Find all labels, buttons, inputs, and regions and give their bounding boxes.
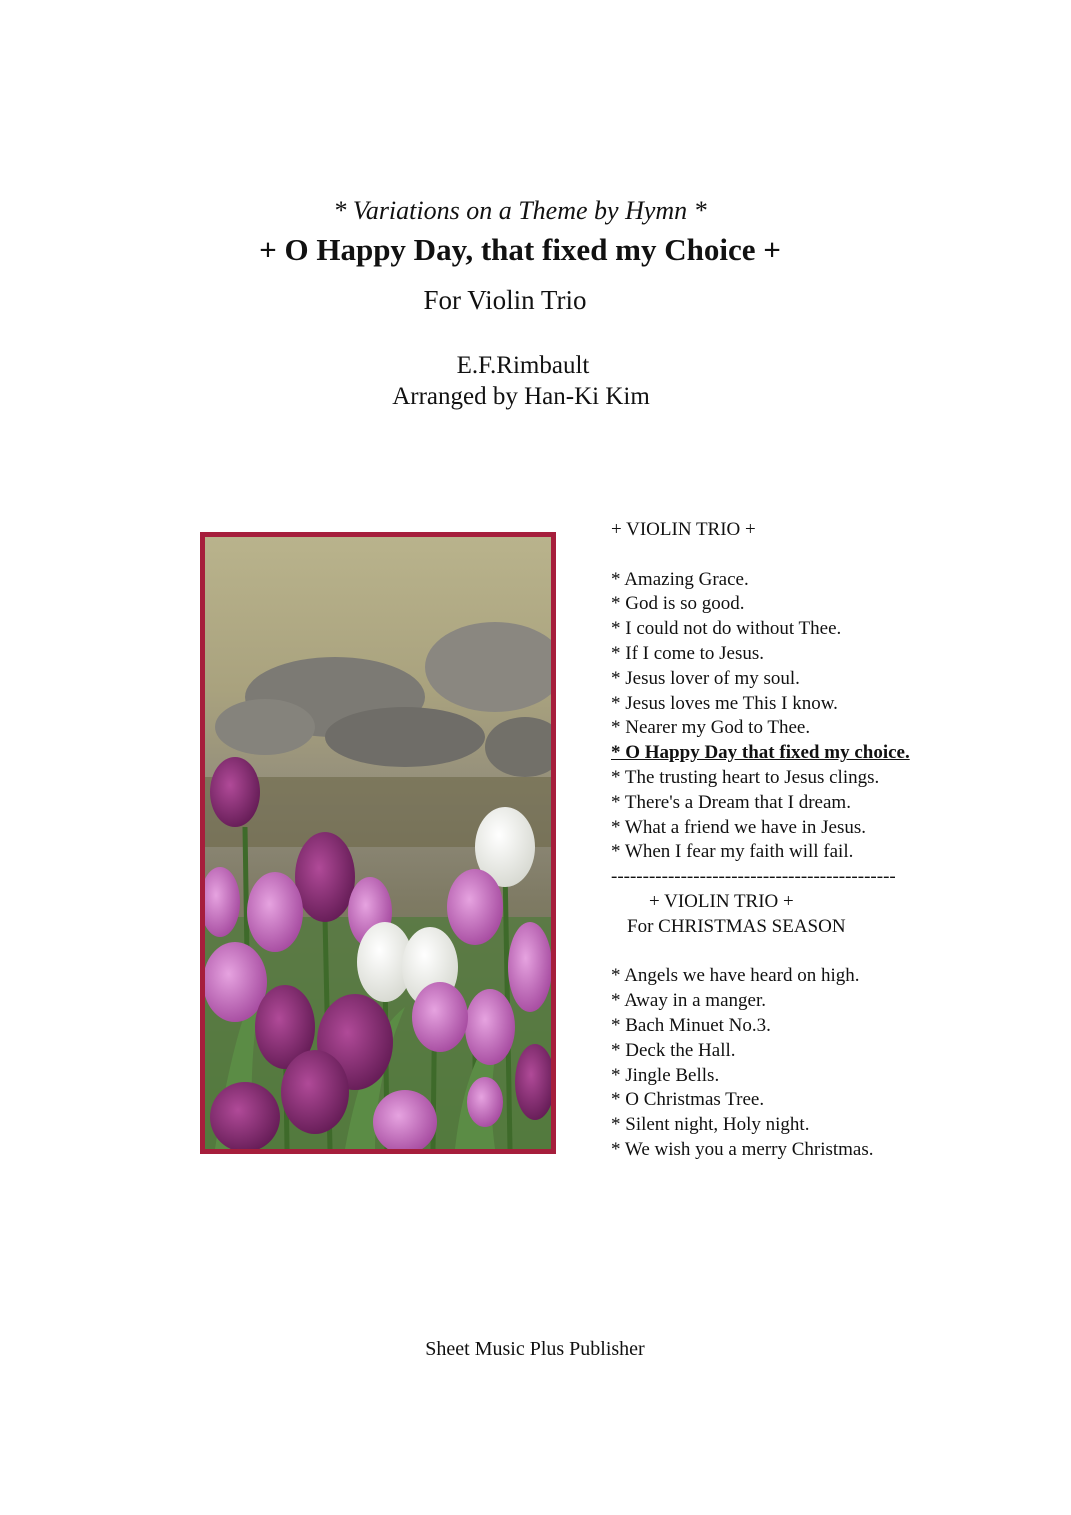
tulip-photo-icon — [205, 537, 551, 1149]
song-list-group-2 — [611, 964, 1051, 1162]
list-item: * Jingle Bells. — [611, 1064, 720, 1086]
list-item: * There's a Dream that I dream. — [611, 791, 851, 813]
list-item: * Nearer my God to Thee. — [611, 717, 811, 739]
list-item-current: * O Happy Day that fixed my choice. — [611, 742, 910, 764]
tulip-photo — [200, 532, 556, 1154]
list-item: * Amazing Grace. — [611, 568, 749, 590]
list-item: * O Christmas Tree. — [611, 1089, 765, 1111]
list-heading: + VIOLIN TRIO + — [649, 890, 794, 912]
list-item: * We wish you a merry Christmas. — [611, 1138, 874, 1160]
publisher: Sheet Music Plus Publisher — [425, 1338, 645, 1360]
song-list-group-1 — [611, 568, 1051, 866]
page-title: + O Happy Day, that fixed my Choice + — [259, 232, 781, 267]
list-item: * What a friend we have in Jesus. — [611, 816, 867, 838]
instrument-line: For Violin Trio — [423, 285, 587, 315]
list-subheading: For CHRISTMAS SEASON — [627, 915, 846, 937]
subtitle: * Variations on a Theme by Hymn * — [333, 196, 707, 225]
list-heading: + VIOLIN TRIO + — [611, 519, 756, 540]
list-item: * Jesus lover of my soul. — [611, 667, 800, 689]
list-item: * If I come to Jesus. — [611, 642, 765, 664]
song-list — [611, 518, 1051, 1163]
list-item: * Silent night, Holy night. — [611, 1114, 810, 1136]
composer: E.F.Rimbault — [456, 352, 590, 379]
list-item: * When I fear my faith will fail. — [611, 841, 854, 863]
arranger: Arranged by Han-Ki Kim — [392, 383, 650, 410]
list-item: * The trusting heart to Jesus clings. — [611, 766, 880, 788]
list-item: * Away in a manger. — [611, 990, 766, 1012]
list-item: * Jesus loves me This I know. — [611, 692, 838, 714]
list-item: * Bach Minuet No.3. — [611, 1014, 771, 1036]
list-item: * Angels we have heard on high. — [611, 965, 860, 987]
list-item: * I could not do without Thee. — [611, 618, 842, 640]
list-item: * God is so good. — [611, 593, 745, 615]
list-item: * Deck the Hall. — [611, 1039, 736, 1061]
divider: --------------------------------------------- — [611, 866, 896, 888]
